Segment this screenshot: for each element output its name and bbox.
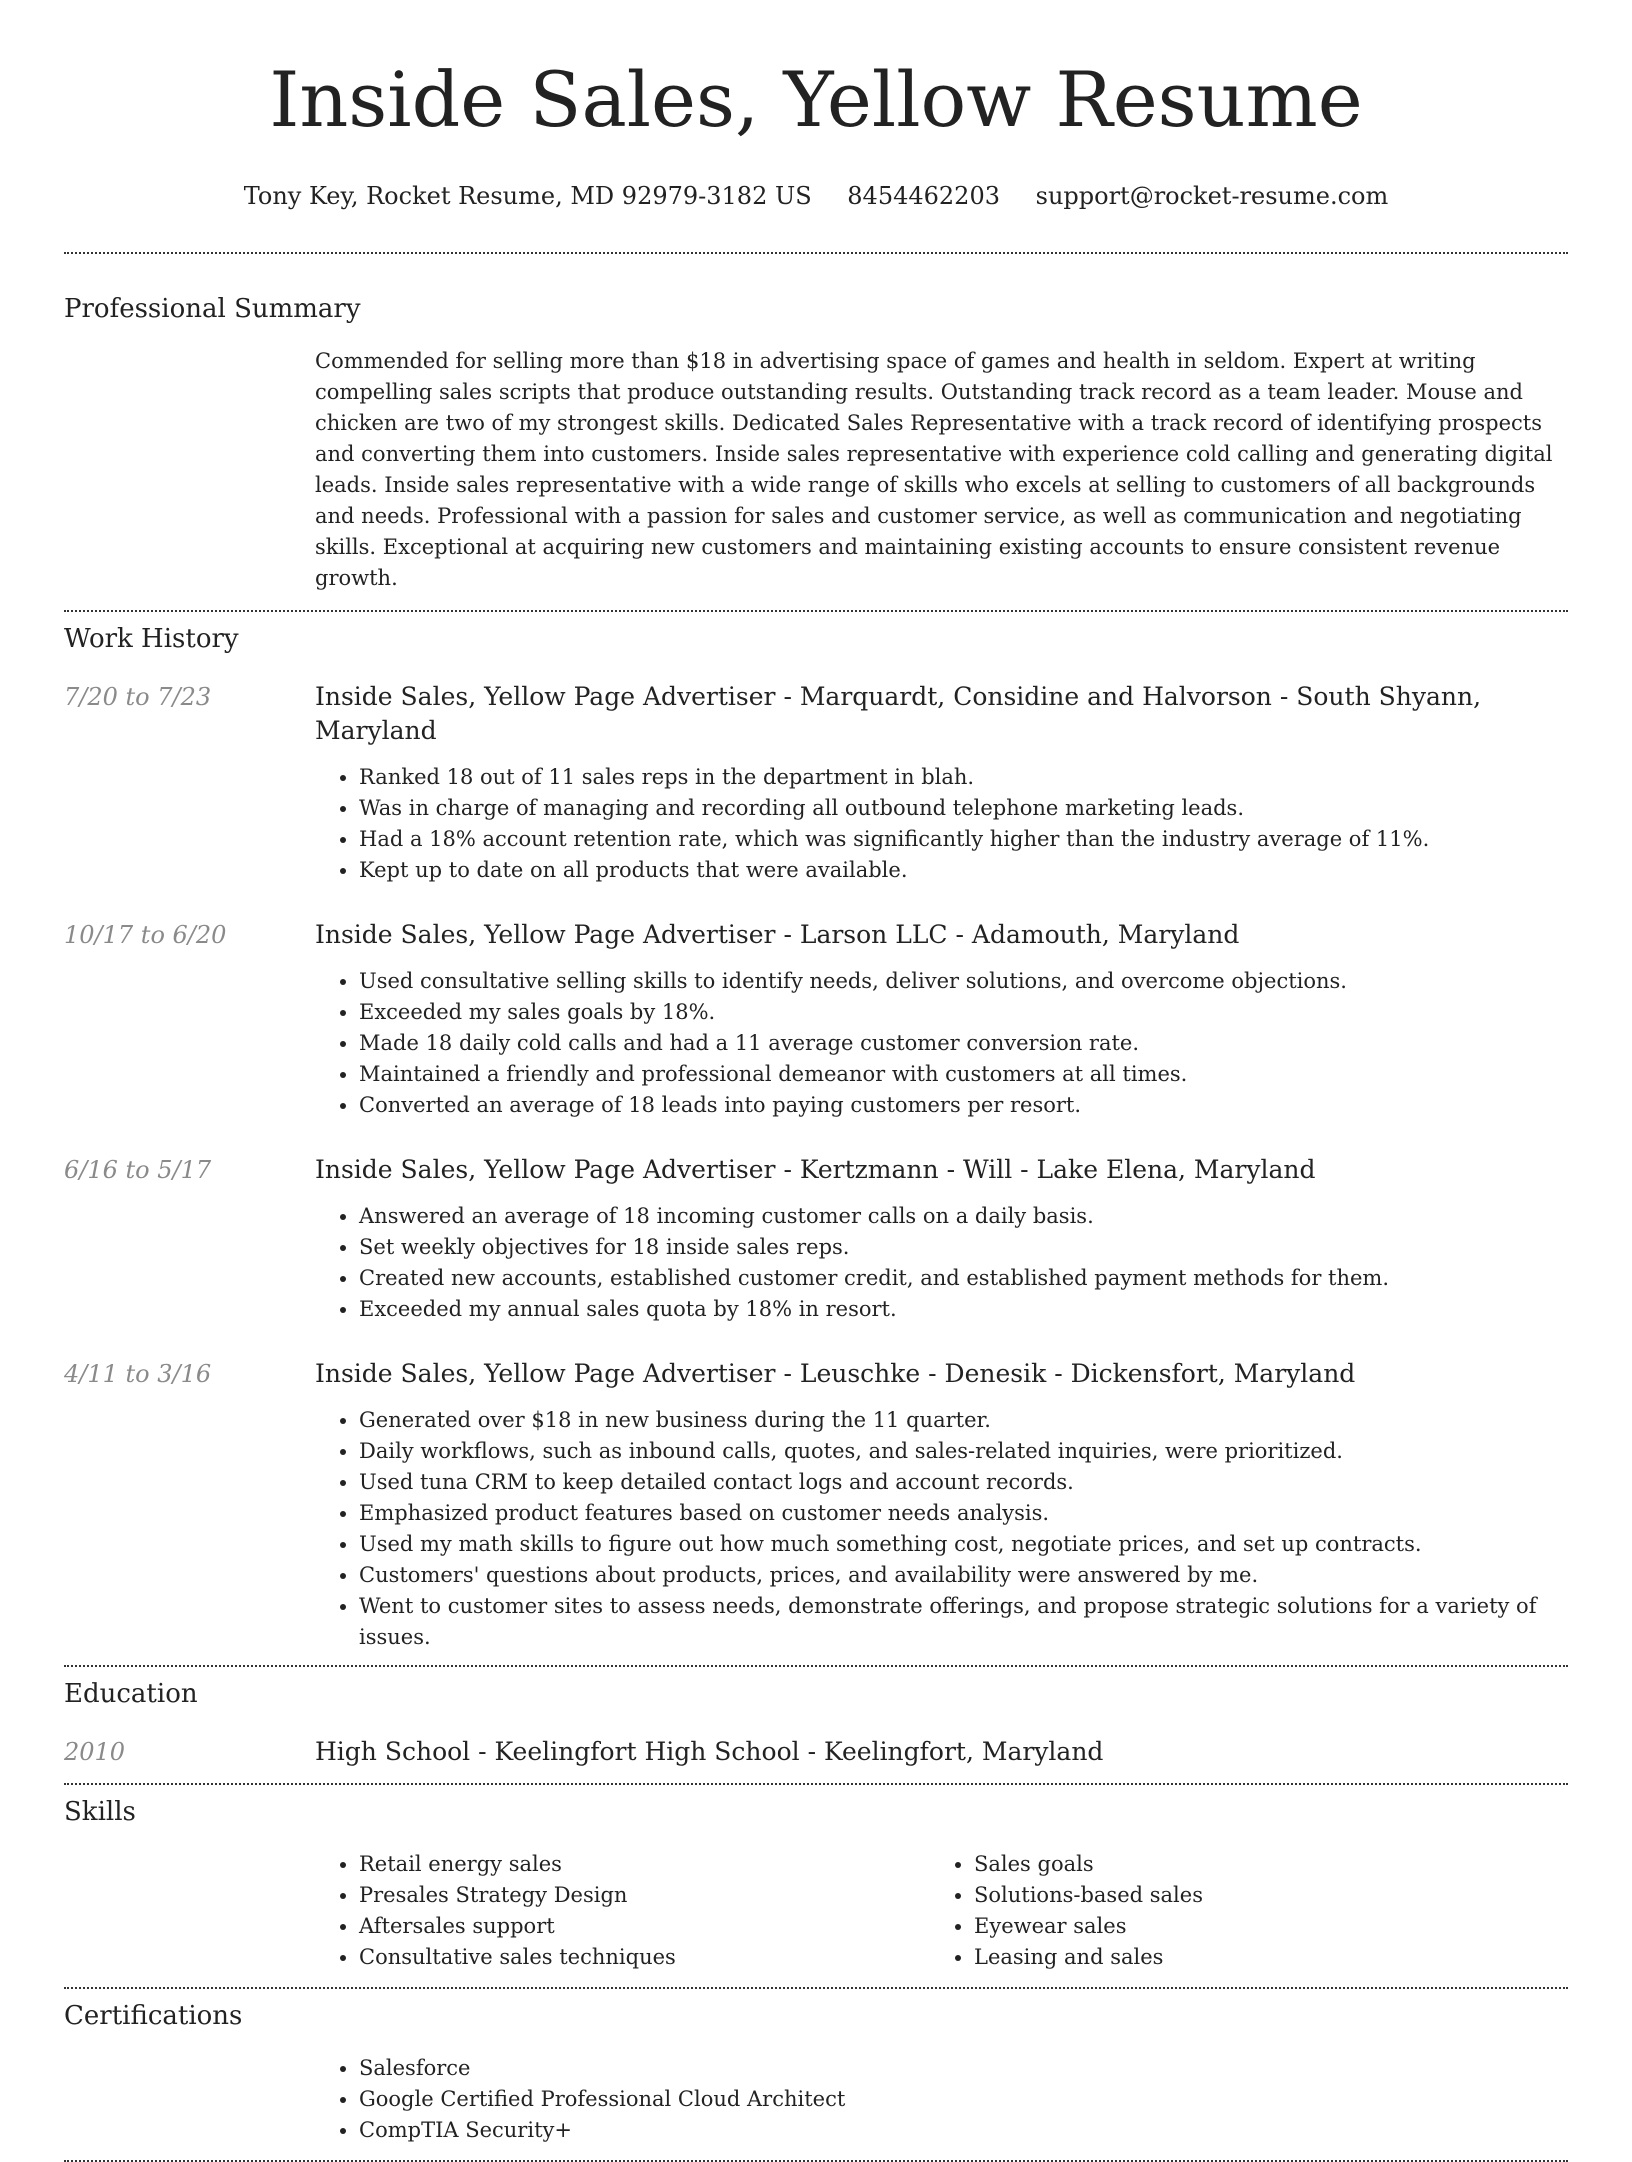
job-entry (64, 918, 1568, 1121)
list-item: • Exceeded my sales goals by 18%. (359, 997, 1568, 1028)
job-dates: 10/17 to 6/20 (64, 921, 227, 949)
contact-email: support@rocket-resume.com (1035, 182, 1389, 210)
skills-section (64, 1785, 1568, 1987)
list-item: • Used consultative selling skills to identify needs, deliver solutions, and overcome objections. (359, 966, 1568, 997)
list-item: • Google Certified Professional Cloud Architect (359, 2084, 1568, 2115)
list-item: • CompTIA Security+ (359, 2115, 1568, 2146)
job-dates: 4/11 to 3/16 (64, 1360, 212, 1388)
job-title: Inside Sales, Yellow Page Advertiser - Larson LLC - Adamouth, Maryland (315, 920, 1240, 949)
contact-line (64, 180, 1568, 212)
education-entry (64, 1735, 1568, 1769)
list-item: • Sales goals (974, 1849, 1545, 1880)
list-item: • Eyewear sales (974, 1911, 1545, 1942)
list-item: • Generated over $18 in new business during the 11 quarter. (359, 1405, 1568, 1436)
list-item: • Maintained a friendly and professional demeanor with customers at all times. (359, 1059, 1568, 1090)
contact-phone: 8454462203 (847, 182, 1000, 210)
job-bullets (315, 1201, 1568, 1325)
job-bullets (315, 966, 1568, 1121)
list-item: • Ranked 18 out of 11 sales reps in the department in blah. (359, 762, 1568, 793)
summary-text: Commended for selling more than $18 in advertising space of games and health in seldom. Expert at writing compelling sales scripts that produce outstanding results. Outstanding track record as a team leader. Mouse and chicken are two of my strongest skills. Dedicated Sales Representative with a track record of identifying prospects and converting them into customers. Inside sales representative with experience cold calling and generating digital leads. Inside sales representative with a wide range of skills who excels at selling to customers of all backgrounds and needs. Professional with a passion for sales and customer service, as well as communication and negotiating skills. Exceptional at acquiring new customers and maintaining existing accounts to ensure consistent revenue growth. (315, 349, 1553, 590)
list-item: • Customers' questions about products, prices, and availability were answered by me. (359, 1560, 1568, 1591)
list-item: • Aftersales support (359, 1911, 930, 1942)
skills-column-right (930, 1849, 1545, 1973)
list-item: • Salesforce (359, 2053, 1568, 2084)
list-item: • Solutions-based sales (974, 1880, 1545, 1911)
certifications-list (315, 2053, 1568, 2146)
list-item: • Was in charge of managing and recording all outbound telephone marketing leads. (359, 793, 1568, 824)
list-item: • Leasing and sales (974, 1942, 1545, 1973)
job-title: Inside Sales, Yellow Page Advertiser - Marquardt, Considine and Halvorson - South Shyann, Maryland (315, 682, 1482, 745)
list-item: • Presales Strategy Design (359, 1880, 930, 1911)
list-item: • Went to customer sites to assess needs, demonstrate offerings, and propose strategic solutions for a variety of issues. (359, 1591, 1568, 1653)
work-history-heading: Work History (64, 624, 239, 654)
list-item: • Daily workflows, such as inbound calls, quotes, and sales-related inquiries, were prioritized. (359, 1436, 1568, 1467)
job-title: Inside Sales, Yellow Page Advertiser - Leuschke - Denesik - Dickensfort, Maryland (315, 1359, 1356, 1388)
list-item: • Answered an average of 18 incoming customer calls on a daily basis. (359, 1201, 1568, 1232)
work-history-section (64, 612, 1568, 1665)
list-item: • Had a 18% account retention rate, which was significantly higher than the industry average of 11%. (359, 824, 1568, 855)
resume-header (64, 0, 1568, 212)
list-item: • Converted an average of 18 leads into paying customers per resort. (359, 1090, 1568, 1121)
skills-column-left (315, 1849, 930, 1973)
list-item: • Retail energy sales (359, 1849, 930, 1880)
skills-list (315, 1849, 1568, 1973)
job-entry (64, 1357, 1568, 1653)
list-item: • Used tuna CRM to keep detailed contact logs and account records. (359, 1467, 1568, 1498)
job-bullets (315, 762, 1568, 886)
job-bullets (315, 1405, 1568, 1653)
list-item: • Created new accounts, established customer credit, and established payment methods for them. (359, 1263, 1568, 1294)
list-item: • Used my math skills to figure out how much something cost, negotiate prices, and set up contracts. (359, 1529, 1568, 1560)
education-title: High School - Keelingfort High School - Keelingfort, Maryland (315, 1737, 1104, 1766)
job-dates: 7/20 to 7/23 (64, 683, 212, 711)
resume-title: Inside Sales, Yellow Resume (269, 55, 1363, 144)
education-year: 2010 (64, 1738, 126, 1766)
list-item: • Made 18 daily cold calls and had a 11 average customer conversion rate. (359, 1028, 1568, 1059)
certifications-heading: Certifications (64, 2001, 243, 2031)
skills-heading: Skills (64, 1797, 136, 1827)
summary-section (64, 254, 1568, 610)
job-entry (64, 1153, 1568, 1325)
list-item: • Set weekly objectives for 18 inside sales reps. (359, 1232, 1568, 1263)
certifications-section (64, 1989, 1568, 2160)
education-heading: Education (64, 1679, 198, 1709)
list-item: • Kept up to date on all products that were available. (359, 855, 1568, 886)
education-section (64, 1667, 1568, 1783)
list-item: • Exceeded my annual sales quota by 18% in resort. (359, 1294, 1568, 1325)
contact-address: Tony Key, Rocket Resume, MD 92979-3182 US (243, 182, 812, 210)
summary-heading: Professional Summary (64, 294, 361, 324)
job-entry (64, 680, 1568, 886)
job-title: Inside Sales, Yellow Page Advertiser - Kertzmann - Will - Lake Elena, Maryland (315, 1155, 1316, 1184)
list-item: • Consultative sales techniques (359, 1942, 930, 1973)
list-item: • Emphasized product features based on customer needs analysis. (359, 1498, 1568, 1529)
job-dates: 6/16 to 5/17 (64, 1156, 212, 1184)
